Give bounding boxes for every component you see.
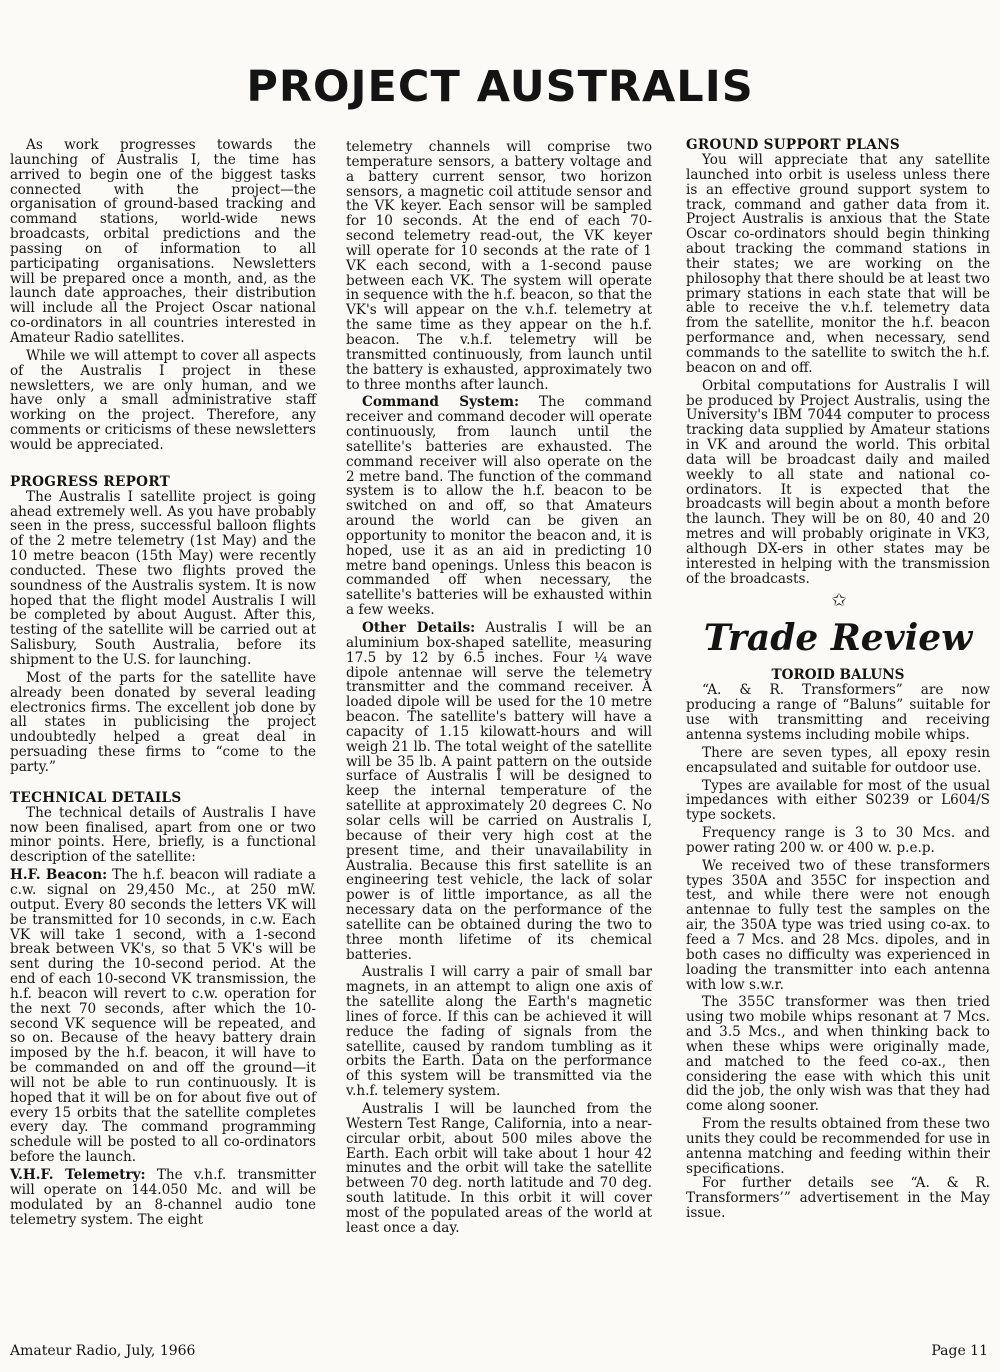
types-paragraph: There are seven types, all epoxy resin encapsulated and suitable for outdoor use. [686, 744, 990, 776]
baluns-intro-paragraph: “A. & R. Transformers” are now producing a range of “Baluns” suitable for use with transmitting and receiving antenna systems including mobile whips. [686, 682, 990, 743]
trade-review-heading: Trade Review [703, 617, 973, 660]
further-details-paragraph: For further details see “A. & R. Transformers’” advertisement in the May issue. [686, 1175, 990, 1222]
command-system-label: Command System: [362, 394, 519, 411]
technical-details-heading: TECHNICAL DETAILS [10, 789, 182, 806]
test-report-paragraph: We received two of these transformers types 350A and 355C for inspection and test, and while there were not enough antennae to fully test the samples on the air, the 350A type was tried using co-ax. to feed a 7 Mcs. and 28 Mcs. dipoles, and in both cases no difficulty was experienced in loading the transmitter into each antenna with low s.w.r. [686, 857, 990, 993]
star-icon: ✩ [831, 590, 847, 612]
footer-publication: Amateur Radio, July, 1966 [10, 1343, 196, 1359]
footer-page-number: Page 11 [931, 1343, 988, 1359]
intro-paragraph: As work progresses towards the launching of Australis I, the time has arrived to begin one of the biggest tasks connected with the project—the organisation of ground-based tracking and command stations, world-wide news broadcasts, orbital predictions and the passing on of information to all participating organisations. Newsletters will be prepared once a month, and, as the launch date approaches, their distribution will include all the Project Oscar national co-ordinators in all countries interested in Amateur Radio satellites. [10, 137, 316, 346]
other-details-text: Australis I will be an aluminium box-shaped satellite, measuring 17.5 by 12 by 6.5 inches. Four ¼ wave dipole antennae will serve the telemetry transmitter and the command receiver. A loaded dipole will be used for the 10 metre beacon. The satellite's battery will have a capacity of 1.15 kilowatt-hours and will weigh 21 lb. The total weight of the satellite will be 35 lb. A paint pattern on the outside surface of Australis I will be designed to keep the internal temperature of the satellite at approximately 20 degrees C. No solar cells will be carried on Australis I, because of their very high cost at the present time, and their unavailability in Australia. Because this first satellite is an engineering test vehicle, the lack of solar power is of little importance, as all the necessary data on the performance of the satellite can be obtained during the two to three month lifetime of its chemical batteries. [346, 620, 652, 963]
progress-report-heading: PROGRESS REPORT [10, 473, 171, 490]
technical-intro-paragraph: The technical details of Australis I have now been finalised, apart from one or two minor points. Here, briefly, is a functional description of the satellite: [10, 804, 316, 866]
column-right [686, 138, 990, 1221]
hf-beacon-label: H.F. Beacon: [10, 867, 108, 884]
telemetry-continued-paragraph: telemetry channels will comprise two temperature sensors, a battery voltage and a battery current sensor, two horizon sensors, a magnetic coil attitude sensor and the VK keyer. Each sensor will be sampled for 10 seconds. At the end of each 70-second telemetry read-out, the VK keyer will operate for 10 seconds at the rate of 1 VK each second, with a 1-second pause between each VK. The system will operate in sequence with the h.f. beacon, so that the VK's will appear on the v.h.f. telemetry at the same time as they appear on the h.f. beacon. The v.h.f. telemetry will be transmitted continuously, from launch until the battery is exhausted, approximately two to three months after launch. [346, 139, 652, 393]
hf-beacon-paragraph [10, 868, 316, 1165]
command-system-text: The command receiver and command decoder will operate continuously, from launch until the satellite's batteries are exhausted. The command receiver will also operate on the 2 metre band. The function of the command system is to allow the h.f. beacon to be switched on and off, so that Amateurs around the world can be given an opportunity to monitor the beacon and, it is hoped, use it as an aid in predicting 10 metre band openings. Unless this beacon is commanded off when necessary, the satellite's batteries will be exhausted within a few weeks. [346, 394, 652, 619]
hf-beacon-text: The h.f. beacon will radiate a c.w. signal on 29,450 Mc., at 250 mW. output. Every 80 seconds the letters VK will be transmitted for 10 seconds, in c.w. Each VK will take 1 second, with a 1-second break between VK's, so that 5 VK's will be sent during the 10-second period. At the end of each 10-second VK transmission, the h.f. beacon will revert to c.w. operation for the next 70 seconds, after which the 10-second VK sequence will be repeated, and so on. Because of the heavy battery drain imposed by the h.f. beacon, it will have to be commanded on and off the ground—it will not be able to run continuously. It is hoped that it will be on for about five out of every 15 orbits that the satellite completes every day. The command programming schedule will be posted to all co-ordinators before the launch. [10, 867, 316, 1166]
ground-support-heading: GROUND SUPPORT PLANS [686, 137, 900, 153]
ground-support-paragraph: You will appreciate that any satellite launched into orbit is useless unless there is an effective ground support system to track, command and gather data from it. Project Australis is anxious that the State Oscar co-ordinators should begin thinking about tracking the command stations in their states; we are working on the philosophy that there should be at least two primary stations in each state that will be able to receive the v.h.f. telemetry data from the satellite, monitor the h.f. beacon performance and, when necessary, send commands to the satellite to switch the h.f. beacon on and off. [686, 152, 990, 376]
magnets-paragraph: Australis I will carry a pair of small bar magnets, in an attempt to align one axis of the satellite along the Earth's magnetic lines of force. If this can be achieved it will reduce the fading of signals from the satellite, caused by random tumbling as it orbits the Earth. Data on the performance of this system will be transmitted via the v.h.f. telemery system. [346, 964, 652, 1100]
other-details-label: Other Details: [362, 620, 476, 636]
column-left [10, 138, 316, 1227]
page-title: PROJECT AUSTRALIS [246, 62, 754, 112]
vhf-telemetry-text: The v.h.f. transmitter will operate on 144.050 Mc. and will be modulated by an 8-channel audio tone telemetry system. The eight [10, 1167, 316, 1228]
progress-paragraph: The Australis I satellite project is going ahead extremely well. As you have probably seen in the press, successful balloon flights of the 2 metre telemetry (1st May) and the 10 metre beacon (15th May) were recently conducted. These two flights proved the soundness of the Australis system. It is now hoped that the flight model Australis I will be completed by about August. After this, testing of the satellite will be carried out at Salisbury, South Australia, before its shipment to the U.S. for launching. [10, 488, 316, 668]
orbital-computations-paragraph: Orbital computations for Australis I will be produced by Project Australis, using the University's IBM 7044 computer to process tracking data supplied by Amateur stations in VK and around the world. This orbital data will be broadcast daily and mailed weekly to all state and national co-ordinators. It is expected that the broadcasts will begin about a month before the launch. They will be on 80, 40 and 20 metres and will probably originate in VK3, although DX-ers in other states may be interested in helping with the transmission of the broadcasts. [686, 377, 990, 587]
column-middle [346, 140, 652, 1236]
vhf-telemetry-paragraph [10, 1168, 316, 1227]
other-details-paragraph [346, 621, 652, 962]
donations-paragraph: Most of the parts for the satellite have already been donated by several leading electronics firms. The excellent job done by all states in publicising the project undoubtedly helped a great deal in persuading these firms to “come to the party.” [10, 669, 316, 775]
mobile-whips-paragraph: The 355C transformer was then tried using two mobile whips resonant at 7 Mcs. and 3.5 Mcs., and when thinking back to when these whips were originally made, and matched to the feed co-ax., then considering the ease with which this unit did the job, the only wish was that they had come along sooner. [686, 994, 990, 1115]
toroid-baluns-heading: TOROID BALUNS [771, 667, 905, 684]
launch-orbit-paragraph: Australis I will be launched from the Western Test Range, California, into a near-circular orbit, about 500 miles above the Earth. Each orbit will take about 1 hour 42 minutes and the orbit will take the satellite between 70 deg. north latitude and 70 deg. south latitude. In this orbit it will cover most of the populated areas of the world at least once a day. [346, 1101, 652, 1236]
frequency-range-paragraph: Frequency range is 3 to 30 Mcs. and power rating 200 w. or 400 w. p.e.p. [686, 825, 990, 856]
vhf-telemetry-label: V.H.F. Telemetry: [10, 1167, 146, 1183]
impedances-paragraph: Types are available for most of the usual impedances with either S0239 or L604/S type sockets. [686, 777, 990, 824]
newsletter-paragraph: While we will attempt to cover all aspects of the Australis I project in these newsletters, we are only human, and we have only a small administrative staff working on the project. Therefore, any comments or criticisms of these newsletters would be appreciated. [10, 347, 316, 453]
command-system-paragraph [346, 395, 652, 618]
results-paragraph: From the results obtained from these two units they could be recommended for use in antenna matching and feeding within their specifications. [686, 1116, 990, 1177]
